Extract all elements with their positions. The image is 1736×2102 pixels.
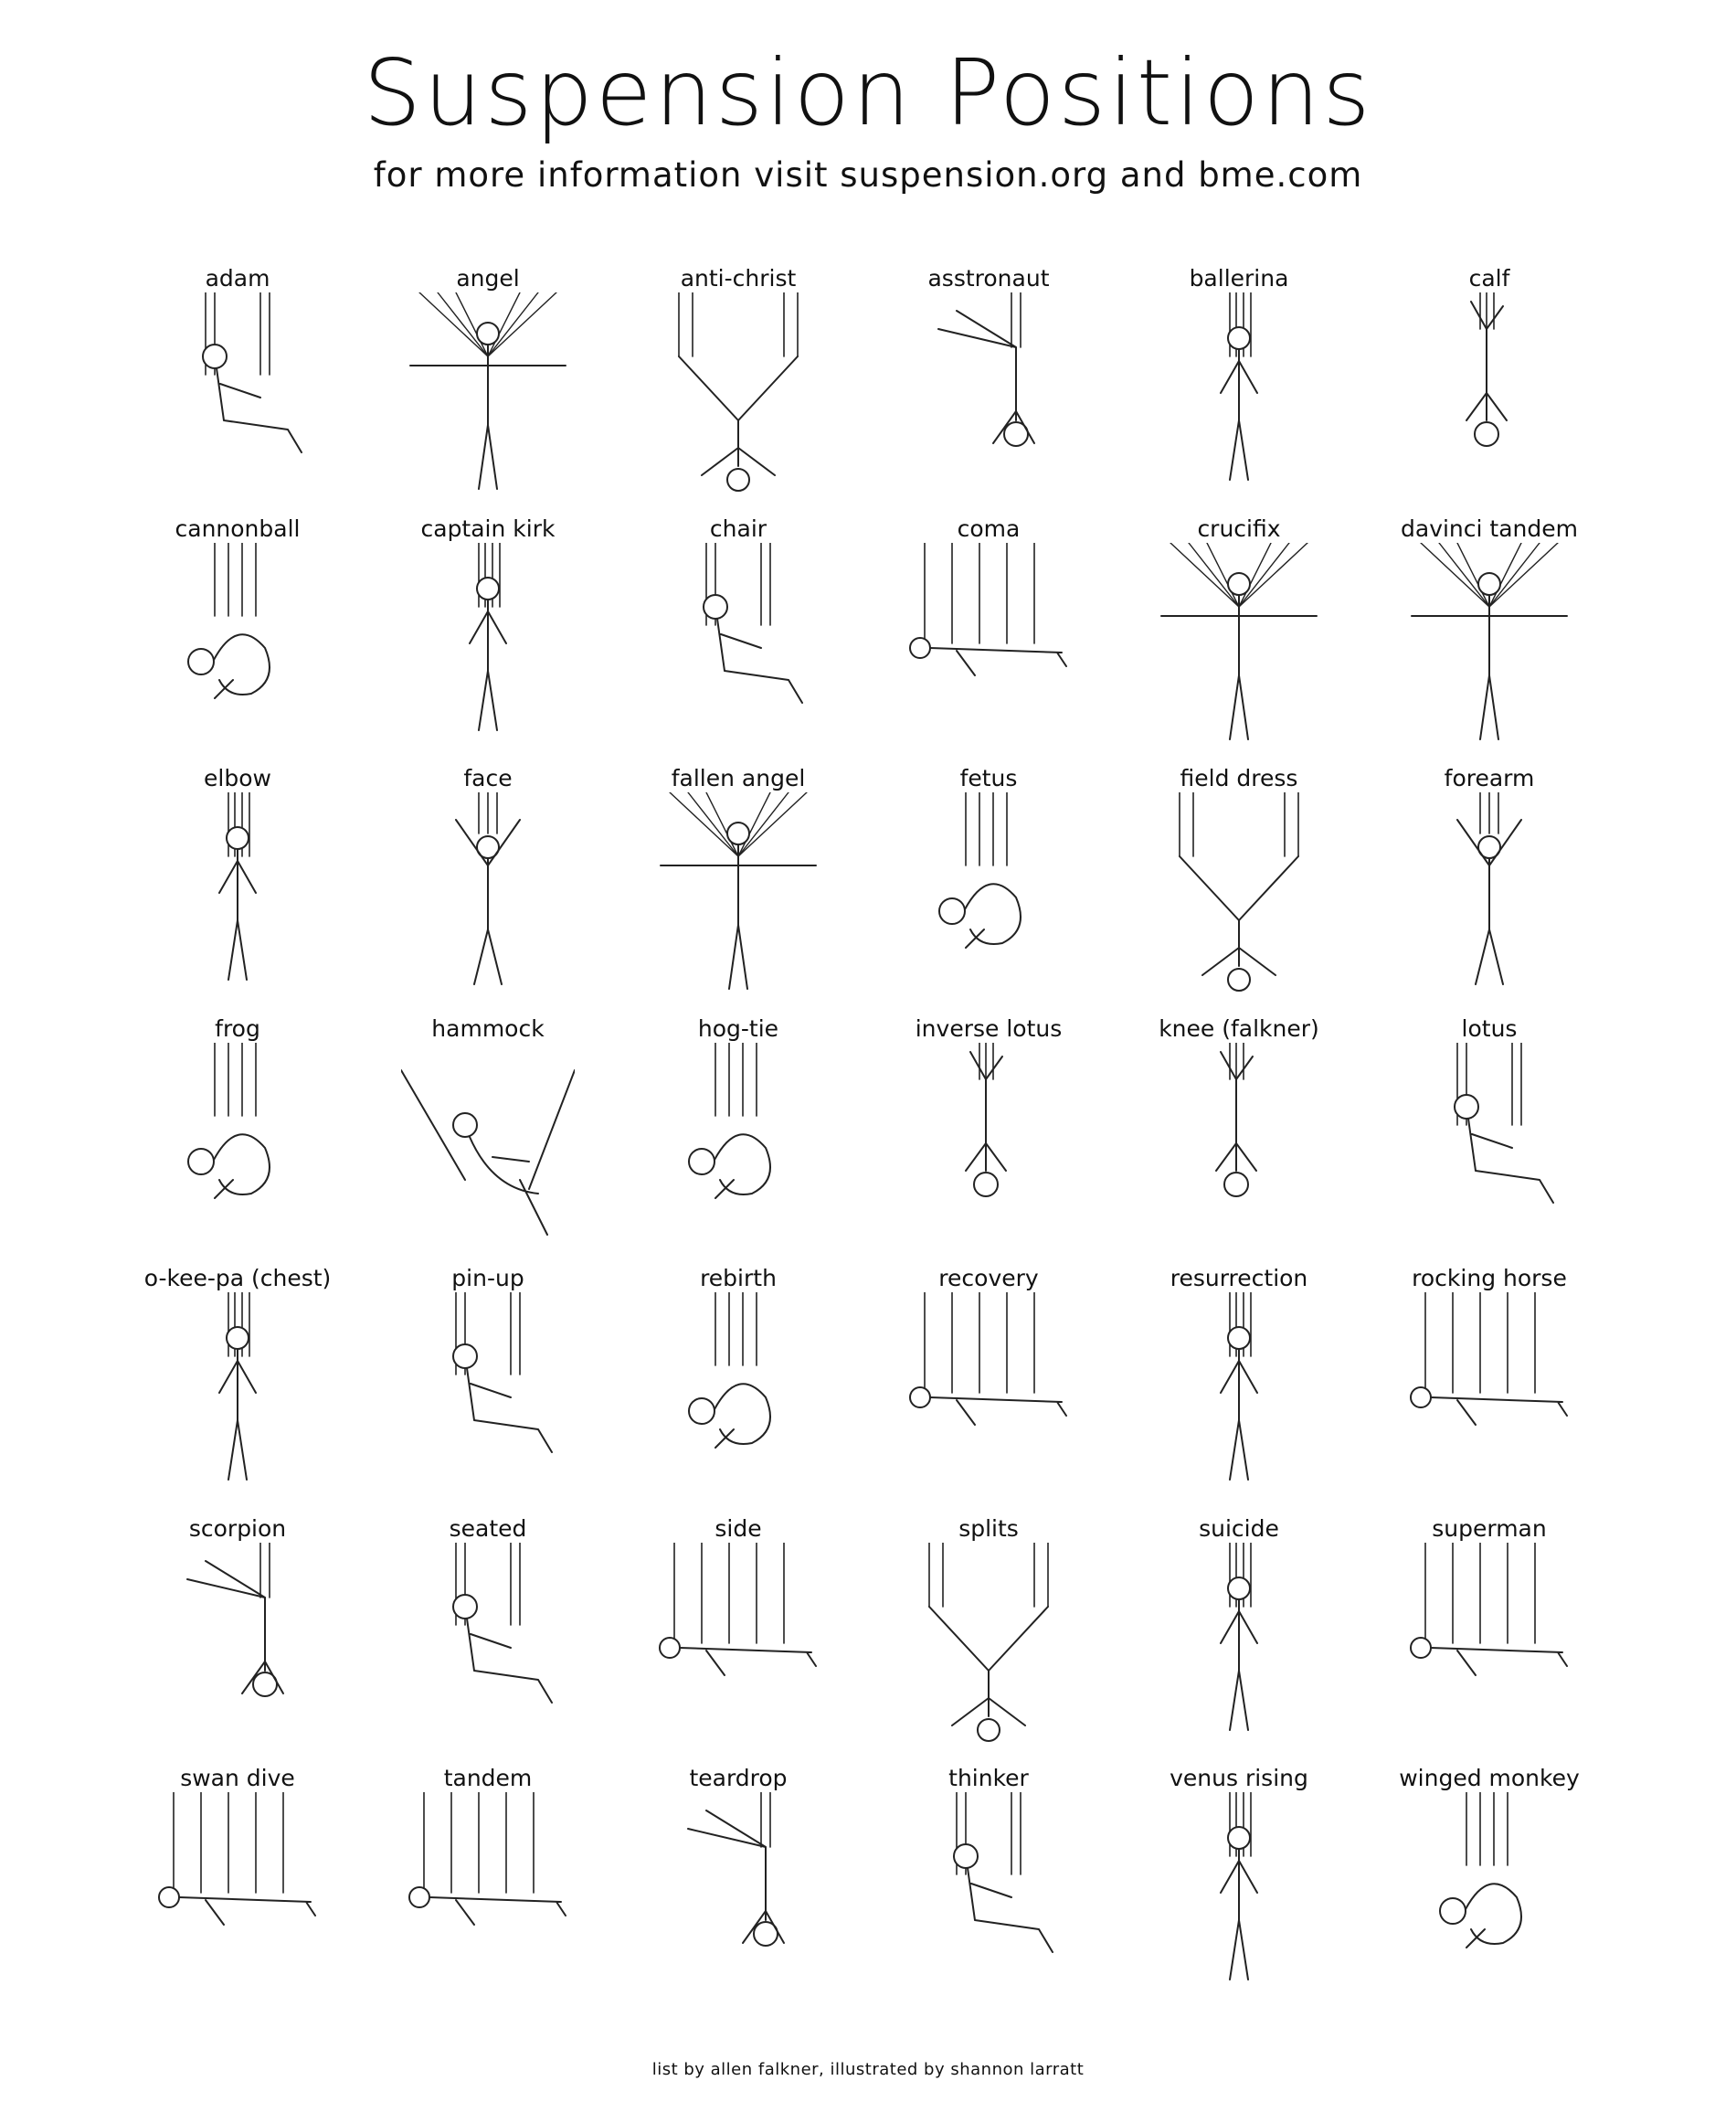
position-illustration bbox=[902, 543, 1075, 758]
position-illustration bbox=[651, 543, 825, 758]
position-illustration bbox=[401, 792, 575, 1007]
position-illustration bbox=[1152, 543, 1326, 758]
position-item bbox=[615, 765, 862, 1012]
position-label: scorpion bbox=[188, 1514, 287, 1542]
position-label: hog-tie bbox=[697, 1014, 779, 1042]
position-item bbox=[365, 515, 611, 762]
position-item bbox=[114, 1765, 361, 2012]
position-illustration bbox=[651, 792, 825, 1007]
position-illustration bbox=[651, 292, 825, 507]
position-label: fallen angel bbox=[671, 765, 806, 791]
position-item bbox=[865, 1515, 1112, 1762]
position-label: forearm bbox=[1444, 765, 1535, 791]
position-label: face bbox=[463, 765, 513, 791]
position-label: rebirth bbox=[700, 1265, 777, 1291]
position-label: captain kirk bbox=[420, 515, 556, 542]
position-illustration bbox=[902, 1292, 1075, 1507]
footer-credit: list by allen falkner, illustrated by shannon larratt bbox=[651, 2060, 1085, 2079]
position-label: coma bbox=[957, 515, 1021, 542]
position-item bbox=[615, 1015, 862, 1262]
position-illustration bbox=[651, 1292, 825, 1507]
position-label: lotus bbox=[1461, 1014, 1518, 1042]
position-illustration bbox=[651, 1043, 825, 1258]
position-item bbox=[615, 1515, 862, 1762]
position-label: seated bbox=[449, 1514, 527, 1542]
position-label: splits bbox=[958, 1514, 1019, 1542]
position-label: chair bbox=[709, 515, 767, 542]
position-label: superman bbox=[1432, 1514, 1547, 1542]
position-illustration bbox=[902, 1543, 1075, 1757]
position-item bbox=[1366, 1265, 1613, 1512]
position-illustration bbox=[401, 1543, 575, 1757]
position-label: rocking horse bbox=[1412, 1265, 1567, 1291]
position-label: calf bbox=[1468, 265, 1510, 292]
position-label: thinker bbox=[948, 1765, 1029, 1791]
position-label: resurrection bbox=[1170, 1265, 1308, 1291]
position-illustration bbox=[1403, 792, 1576, 1007]
position-illustration bbox=[902, 792, 1075, 1007]
page-title: Suspension Positions bbox=[363, 39, 1373, 146]
position-illustration bbox=[1152, 1543, 1326, 1757]
position-illustration bbox=[651, 1543, 825, 1757]
position-illustration bbox=[151, 1043, 324, 1258]
position-illustration bbox=[651, 1792, 825, 2007]
position-label: venus rising bbox=[1170, 1765, 1308, 1791]
position-illustration bbox=[1152, 792, 1326, 1007]
position-label: suicide bbox=[1199, 1514, 1279, 1542]
position-item bbox=[865, 1265, 1112, 1512]
position-illustration bbox=[1403, 1792, 1576, 2007]
position-item bbox=[1366, 765, 1613, 1012]
position-item bbox=[1366, 1515, 1613, 1762]
position-item bbox=[615, 515, 862, 762]
position-item bbox=[114, 765, 361, 1012]
position-item bbox=[1116, 265, 1362, 512]
position-illustration bbox=[902, 1043, 1075, 1258]
position-label: swan dive bbox=[180, 1765, 295, 1791]
position-item bbox=[1116, 1515, 1362, 1762]
position-label: crucifix bbox=[1197, 515, 1281, 542]
position-illustration bbox=[1403, 1043, 1576, 1258]
position-label: side bbox=[715, 1514, 762, 1542]
position-item bbox=[1116, 765, 1362, 1012]
position-label: asstronaut bbox=[927, 265, 1050, 292]
position-label: anti-christ bbox=[680, 265, 797, 292]
position-illustration bbox=[151, 543, 324, 758]
position-label: tandem bbox=[443, 1765, 533, 1791]
position-illustration bbox=[902, 292, 1075, 507]
position-label: elbow bbox=[204, 765, 271, 791]
position-label: frog bbox=[215, 1014, 260, 1042]
position-item bbox=[114, 1515, 361, 1762]
position-item bbox=[865, 1015, 1112, 1262]
position-item bbox=[114, 1015, 361, 1262]
position-item bbox=[365, 1765, 611, 2012]
position-item bbox=[114, 265, 361, 512]
position-label: o-kee-pa (chest) bbox=[143, 1265, 332, 1291]
position-label: cannonball bbox=[175, 515, 301, 542]
position-illustration bbox=[151, 292, 324, 507]
position-label: knee (falkner) bbox=[1159, 1014, 1319, 1042]
position-item bbox=[615, 1765, 862, 2012]
position-item bbox=[865, 1765, 1112, 2012]
position-label: angel bbox=[456, 265, 520, 292]
position-illustration bbox=[1152, 292, 1326, 507]
position-label: winged monkey bbox=[1399, 1765, 1580, 1791]
position-label: adam bbox=[205, 265, 270, 292]
position-illustration bbox=[1403, 543, 1576, 758]
position-illustration bbox=[401, 1292, 575, 1507]
position-item bbox=[365, 265, 611, 512]
position-illustration bbox=[401, 543, 575, 758]
position-item bbox=[1116, 1015, 1362, 1262]
position-item bbox=[365, 1265, 611, 1512]
position-illustration bbox=[401, 1792, 575, 2007]
position-item bbox=[865, 515, 1112, 762]
position-item bbox=[365, 1515, 611, 1762]
position-item bbox=[365, 1015, 611, 1262]
position-item bbox=[615, 1265, 862, 1512]
position-illustration bbox=[151, 1543, 324, 1757]
position-item bbox=[1116, 515, 1362, 762]
position-illustration bbox=[1403, 1292, 1576, 1507]
position-illustration bbox=[1152, 1792, 1326, 2007]
position-illustration bbox=[1403, 1543, 1576, 1757]
position-label: ballerina bbox=[1189, 265, 1289, 292]
position-item bbox=[1366, 265, 1613, 512]
position-label: teardrop bbox=[689, 1765, 788, 1791]
position-illustration bbox=[151, 1292, 324, 1507]
position-item bbox=[615, 265, 862, 512]
position-illustration bbox=[1403, 292, 1576, 507]
position-illustration bbox=[401, 292, 575, 507]
position-label: hammock bbox=[431, 1014, 545, 1042]
position-item bbox=[114, 515, 361, 762]
position-item bbox=[1116, 1765, 1362, 2012]
position-label: field dress bbox=[1180, 765, 1298, 791]
position-item bbox=[365, 765, 611, 1012]
position-illustration bbox=[151, 792, 324, 1007]
position-item bbox=[1366, 1015, 1613, 1262]
position-illustration bbox=[151, 1792, 324, 2007]
position-item bbox=[1366, 1765, 1613, 2012]
position-label: inverse lotus bbox=[915, 1014, 1063, 1042]
position-label: pin-up bbox=[451, 1265, 524, 1291]
position-item bbox=[865, 265, 1112, 512]
position-item bbox=[114, 1265, 361, 1512]
position-illustration bbox=[902, 1792, 1075, 2007]
position-label: davinci tandem bbox=[1401, 515, 1578, 542]
position-illustration bbox=[401, 1043, 575, 1258]
page-subtitle: for more information visit suspension.org and bme.com bbox=[373, 155, 1363, 195]
position-label: recovery bbox=[938, 1265, 1039, 1291]
position-illustration bbox=[1152, 1043, 1326, 1258]
position-item bbox=[1116, 1265, 1362, 1512]
position-item bbox=[865, 765, 1112, 1012]
position-illustration bbox=[1152, 1292, 1326, 1507]
position-item bbox=[1366, 515, 1613, 762]
position-label: fetus bbox=[959, 765, 1018, 791]
